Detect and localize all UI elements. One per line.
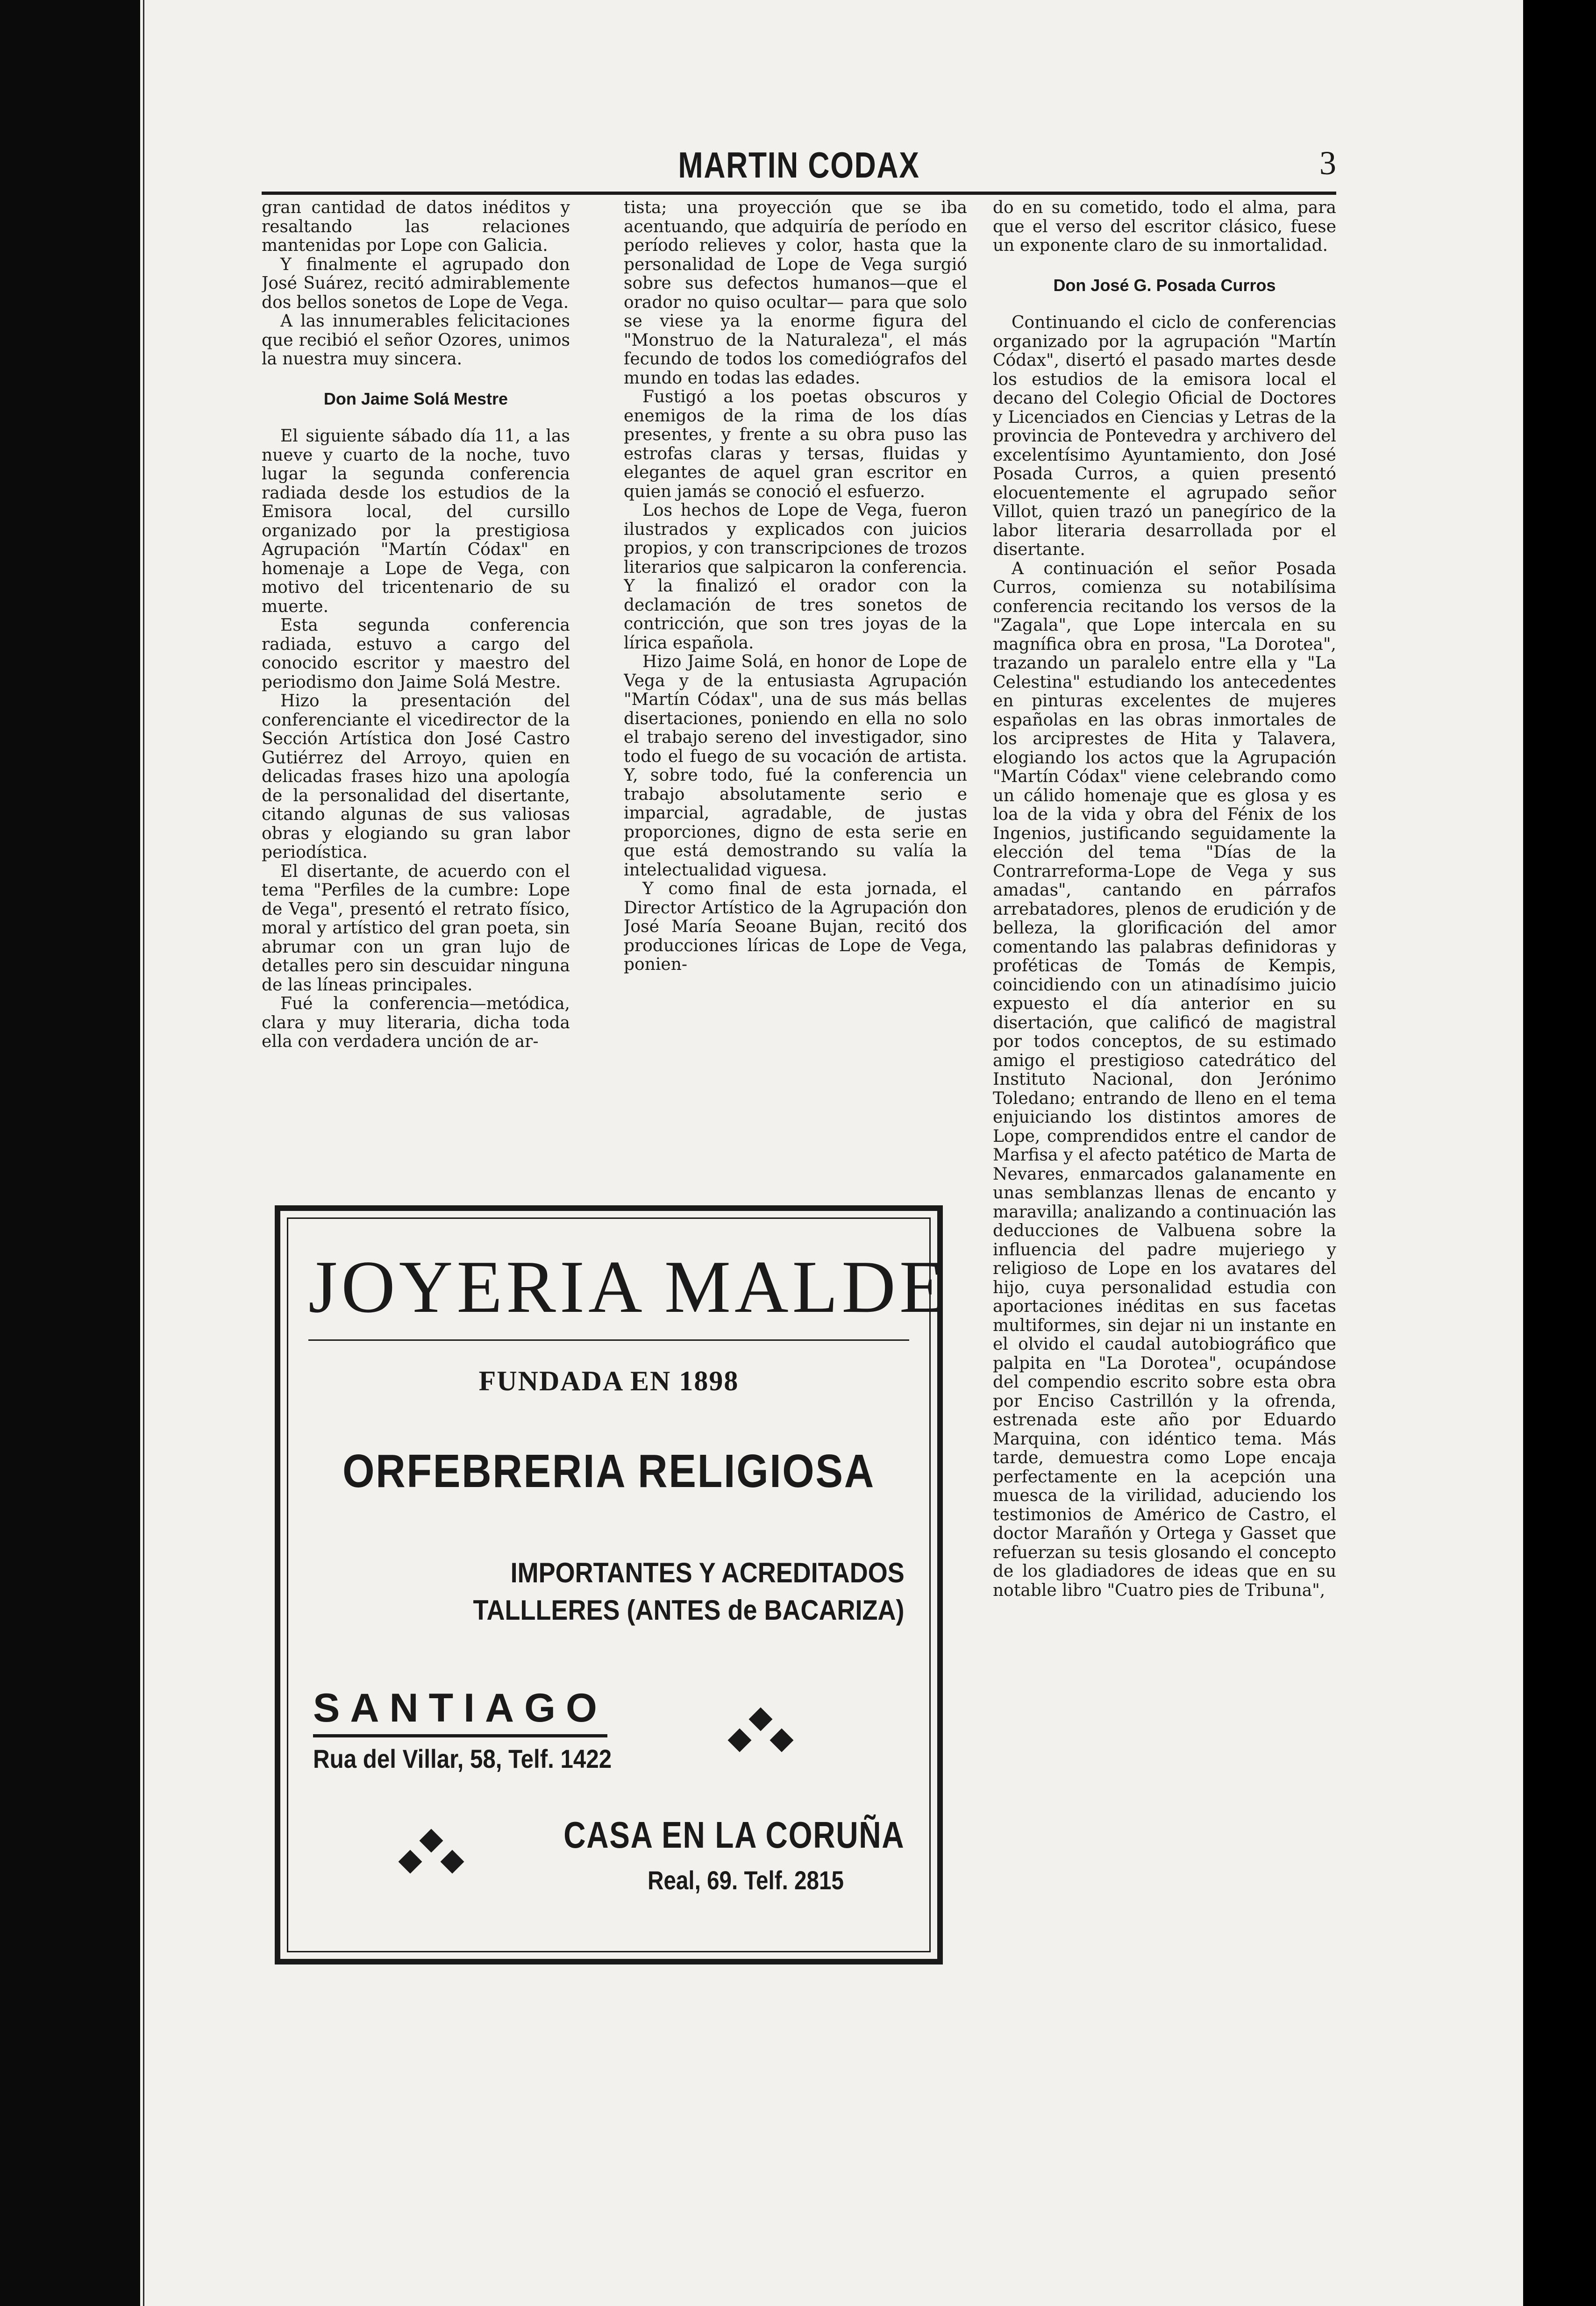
- page-header: [262, 140, 1336, 195]
- section-subheading: Don Jaime Solá Mestre: [323, 389, 508, 408]
- page-number: 3: [1319, 144, 1336, 182]
- paragraph: Hizo Jaime Solá, en honor de Lope de Vega y de la entusiasta Agrupación "Martín Códax", una de sus más bellas disertaciones, poniendo en ella no solo el trabajo sereno del investigador, sino todo el fuego de su vocación de artista. Y, sobre todo, fué la conferencia un trabajo absolutamente serio e imparcial, agradable, de justas proporciones, digno de esta serie en que está demostrando su valía la intelectualidad viguesa.: [624, 652, 967, 880]
- paragraph: El siguiente sábado día 11, a las nueve y cuarto de la noche, tuvo lugar la segunda conferencia radiada desde los estudios de la Emisora local, del cursillo organizado por la prestigiosa Agrupación "Martín Códax" en homenaje a Lope de Vega, con motivo del tricentenario de su muerte.: [262, 427, 570, 616]
- publication-title: MARTIN CODAX: [678, 144, 920, 185]
- section-subheading: Don José G. Posada Curros: [1053, 275, 1276, 295]
- paragraph: A las innumerables felicitaciones que recibió el señor Ozores, unimos la nuestra muy sincera.: [262, 312, 570, 369]
- paragraph: gran cantidad de datos inéditos y resaltando las relaciones mantenidas por Lope con Galicia.: [262, 199, 570, 255]
- ad-branch-name: CASA EN LA CORUÑA: [563, 1814, 905, 1856]
- ad-workshops-line-2: TALLLERES (ANTES de BACARIZA): [473, 1594, 905, 1626]
- ad-founded-line: FUNDADA EN 1898: [478, 1366, 739, 1396]
- paragraph: tista; una proyección que se iba acentuando, que adquiría de período en período relieves y color, hasta que la personalidad de Lope de Vega surgió sobre sus defectos humanos—que el orador no quiso ocultar— para que solo se viese ya la enorme figura del "Monstruo de la Naturaleza", el más fecundo de todos los comediógrafos del mundo en todas las edades.: [624, 199, 967, 388]
- jewelry-advertisement: [275, 1205, 949, 1964]
- paragraph: Hizo la presentación del conferenciante el vicedirector de la Sección Artística don José Castro Gutiérrez del Arroyo, quien en delicadas frases hizo una apología de la personalidad del disertante, citando algunas de sus valiosas obras y elogiando su gran labor periodística.: [262, 691, 570, 862]
- ad-brand-name: JOYERIA MALDE: [308, 1245, 949, 1328]
- ad-rule: [308, 1339, 909, 1341]
- paragraph: A continuación el señor Posada Curros, comienza su notabilísima conferencia recitando los versos de la "Zagala", que Lope intercala en su magnífica obra en prosa, "La Dorotea", trazando un paralelo entre ella y "La Celestina" estudiando los antecedentes en pinturas excelentes de mujeres españolas en las obras inmortales de los arciprestes de Hita y Talavera, elogiando los actos que la Agrupación "Martín Códax" viene celebrando como un cálido homenaje que es glosa y es loa de la vida y obra del Fénix de los Ingenios, justificando seguidamente la elección del tema "Días de la Contrarreforma-Lope de Vega y sus amadas", cantando en párrafos arrebatadores, plenos de erudición y de belleza, la glorificación del amor comentando las palabras definidoras y proféticas de Tomás de Kempis, coincidiendo con un atinadísimo juicio expuesto el día anterior en su disertación, que calificó de magistral por todos conceptos, de su estimado amigo el prestigioso catedrático del Instituto Nacional, don Jerónimo Toledano; entrando de lleno en el tema enjuiciando los distintos amores de Lope, comprendidos entre el candor de Marfisa y el afecto patético de Marta de Nevares, enmarcados galanamente en unas semblanzas llenas de encanto y maravilla; analizando a continuación las deducciones de Valbuena sobre la influencia del padre mujeriego y religioso de Lope en los avatares del hijo, cuya personalidad estudia con aportaciones inéditas en sus facetas multiformes, sin dejar ni un instante en el olvido el caudal autobiográfico que palpita en "La Dorotea", ocupándose del compendio escrito sobre esta obra por Enciso Castrillón y la ofrenda, estrenada este año por Eduardo Marquina, con idéntico tema. Más tarde, demuestra como Lope encaja perfectamente en la acepción una muesca de la virilidad, aduciendo los testimonios de Américo de Castro, el doctor Marañón y Ortega y Gasset que refuerzan su tesis glosando el concepto de los gladiadores de ideas que en su notable libro "Cuatro pies de Tribuna",: [993, 559, 1336, 1600]
- paragraph: Los hechos de Lope de Vega, fueron ilustrados y explicados con juicios propios, y con transcripciones de trozos literarios que salpicaron la conferencia. Y la finalizó el orador con la declamación de tres sonetos de contricción, que son tres joyas de la lírica española.: [624, 501, 967, 653]
- article-column-3: [993, 199, 1336, 2081]
- article-column-1: [262, 199, 570, 1203]
- paragraph: Fué la conferencia—metódica, clara y muy literaria, dicha toda ella con verdadera unción de ar-: [262, 994, 570, 1051]
- paragraph: Continuando el ciclo de conferencias organizado por la agrupación "Martín Códax", disertó el pasado martes desde los estudios de la emisora local el decano del Colegio Oficial de Doctores y Licenciados en Ciencias y Letras de la provincia de Pontevedra y archivero del excelentísimo Ayuntamiento, don José Posada Curros, a quien presentó elocuentemente el agrupado señor Villot, quien trazó un panegírico de la labor literaria desarrollada por el disertante.: [993, 313, 1336, 559]
- scanner-dark-margin: [0, 0, 140, 2306]
- page-fold-line: [143, 0, 144, 2306]
- ad-workshops-line-1: IMPORTANTES Y ACREDITADOS: [510, 1557, 905, 1588]
- paragraph: Esta segunda conferencia radiada, estuvo a cargo del conocido escritor y maestro del periodismo don Jaime Solá Mestre.: [262, 616, 570, 692]
- ad-city: SANTIAGO: [313, 1685, 607, 1737]
- paragraph: El disertante, de acuerdo con el tema "Perfiles de la cumbre: Lope de Vega", presentó el retrato físico, moral y artístico del gran poeta, sin abrumar con un gran lujo de detalles pero sin descuidar ninguna de las líneas principales.: [262, 861, 570, 995]
- ad-santiago-address: Rua del Villar, 58, Telf. 1422: [313, 1744, 612, 1773]
- paragraph: Fustigó a los poetas obscuros y enemigos de la rima de los días presentes, y frente a su obra puso las estrofas claras y tersas, fluidas y elegantes de aquel gran escritor en quien jamás se conoció el esfuerzo.: [624, 387, 967, 501]
- paragraph: Y como final de esta jornada, el Director Artístico de la Agrupación don José María Seoane Bujan, recitó dos producciones líricas de Lope de Vega, ponien-: [624, 879, 967, 974]
- article-column-2: [624, 199, 967, 1203]
- ad-headline: ORFEBRERIA RELIGIOSA: [342, 1445, 875, 1497]
- paragraph: Y finalmente el agrupado don José Suárez, recitó admirablemente dos bellos sonetos de Lope de Vega.: [262, 255, 570, 312]
- ad-coruna-address: Real, 69. Telf. 2815: [648, 1865, 844, 1895]
- paragraph: do en su cometido, todo el alma, para que el verso del escritor clásico, fuese un exponente claro de su inmortalidad.: [993, 199, 1336, 255]
